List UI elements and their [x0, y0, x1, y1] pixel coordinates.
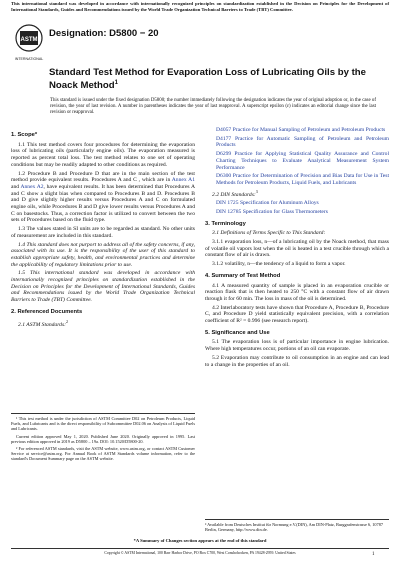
astm-logo: [13, 23, 45, 63]
paragraph-3-1: 3.1 Definitions of Terms Specific to This Standard:: [212, 230, 326, 237]
svg-text:INTERNATIONAL: INTERNATIONAL: [14, 57, 44, 61]
designation: Designation: D5800 − 20: [49, 28, 159, 39]
paragraph-1-1: 1.1 This test method covers four procedures for determining the evaporation loss of lubricating oils (particularly engine oils). The evaporation measured is reported as percent total loss. The test method relates to one set of operating conditions but may be readily adapted to other conditions as required.: [11, 141, 195, 168]
reference-code-link[interactable]: DIN 12785: [216, 208, 242, 215]
paragraph-1-3: 1.3 The values stated in SI units are to be regarded as standard. No other units of measurement are included in this standard.: [11, 226, 195, 239]
header-notice: This international standard was developed in accordance with internationally recognized principles on standardization established in the Decision on Principles for the Development of International Standards, Guides and Recommendations issued by the World Trade Organization Technical Barriers to Trade (TBT) Committee.: [11, 1, 389, 12]
reference-code-link[interactable]: D4057: [216, 127, 232, 133]
paragraph-4-1: 4.1 A measured quantity of sample is placed in an evaporation crucible or reaction flask that is then heated to 250 °C with a constant flow of air drawn through it for 60 min. The loss in mass of the oil is determined.: [205, 282, 389, 302]
reference-d4177: D4177 Practice for Automatic Sampling of Petroleum and Petroleum Products: [216, 135, 389, 149]
left-footnotes: [11, 413, 195, 464]
title-text: Standard Test Method for Evaporation Loss of Lubricating Oils by the Noack Method: [49, 67, 366, 92]
left-column: [11, 127, 195, 330]
document-title: [49, 67, 379, 91]
annex-a1-link[interactable]: Annex A1: [171, 177, 196, 184]
reference-d4057: D4057 Practice for Manual Sampling of Petroleum and Petroleum Products: [216, 127, 386, 133]
significance-heading: 5. Significance and Use: [205, 329, 270, 336]
reference-d6299: D6299 Practice for Applying Statistical Quality Assurance and Control Charting Techniques to Evaluate Analytical Measurement System Performance: [216, 151, 389, 171]
reference-d6300: D6300 Practice for Determination of Precision and Bias Data for Use in Test Methods for Petroleum Products, Liquid Fuels, and Lubricants: [216, 173, 389, 186]
reference-code-link[interactable]: DIN 1725: [216, 200, 239, 207]
paragraph-5-1: 5.1 The evaporation loss is of particular importance in engine lubrication. Where high temperatures occur, portions of an oil can evaporate.: [205, 339, 389, 353]
reference-din-12785: DIN 12785 Specification for Glass Thermometers: [216, 208, 328, 215]
scope-heading: 1. Scope*: [11, 132, 38, 138]
svg-text:ASTM: ASTM: [20, 37, 38, 43]
paragraph-3-1-2: 3.1.2 volatility, n—the tendency of a liquid to form a vapor.: [212, 261, 346, 268]
paragraph-2-1: 2.1 ASTM Standards:$^2$: [18, 318, 69, 328]
referenced-documents-heading: 2. Referenced Documents: [11, 308, 83, 315]
reference-code-link[interactable]: D6300: [216, 173, 232, 180]
reference-code-link[interactable]: D4177: [216, 135, 232, 142]
page-number: 1: [372, 552, 375, 557]
paragraph-3-1-1: 3.1.1 evaporation loss, n—of a lubricating oil by the Noack method, that mass of volatile oil vapors lost when the oil is heated in a test crucible through which a constant flow of air is drawn.: [205, 239, 389, 259]
summary-of-changes-notice: *A Summary of Changes section appears at the end of this standard: [133, 538, 267, 543]
paragraph-4-2: 4.2 Interlaboratory tests have shown that Procedure A, Procedure B, Procedure C, and Procedure D yield statistically equivalent precision, with a correlation coefficient of R² = 0.996 (see research report).: [205, 304, 389, 325]
paragraph-5-2: 5.2 Evaporation may contribute to oil consumption in an engine and can lead to a change in the properties of an oil.: [205, 354, 389, 368]
terminology-heading: 3. Terminology: [205, 220, 246, 227]
paragraph-1-2: 1.2 Procedure B and Procedure D that are in the main section of the test method provide equivalent results. Procedures A and C , which are in Annex A1 and Annex A2, have equivalent results. It has been determined that Procedures A and C show a slight bias when compared to Procedures B and D. Procedures B and D give slightly higher results versus Procedures A and C on formulated engine oils, while Procedures B and D give lower results versus Procedures A and C on basestocks. Thus, a correction factor is utilized to convert between the two sets of Procedures based on the fluid type.: [11, 170, 196, 224]
footnote-2: ² For referenced ASTM standards, visit the ASTM website, www.astm.org, or contact ASTM Customer Service at service@astm.org. For Annual Book of ASTM Standards volume information, refer to the standard's Document Summary page on the ASTM website.: [11, 446, 195, 462]
annex-a2-link[interactable]: Annex A2: [20, 183, 44, 190]
summary-heading: 4. Summary of Test Method: [205, 272, 281, 279]
right-column: [205, 127, 389, 370]
issued-note: This standard is issued under the fixed designation D5800; the number immediately following the designation indicates the year of original adoption or, in the case of revision, the year of last revision. A number in parentheses indicates the year of last reapproval. A superscript epsilon (ε) indicates an editorial change since the last revision or reapproval.: [50, 98, 376, 115]
paragraph-1-4: 1.4 This standard does not purport to address all of the safety concerns, if any, associated with its use. It is the responsibility of the user of this standard to establish appropriate safety, health, and environmental practices and determine the applicability of regulatory limitations prior to use.: [11, 241, 195, 268]
footnote-1-edition: Current edition approved May 1, 2020. Published June 2020. Originally approved in 1995. Last previous edition approved in 2019 as D5800 – 19a. DOI: 10.1520/D5800-20.: [11, 433, 195, 444]
title-footnote-marker: 1: [114, 80, 118, 86]
footnote-1: ¹ This test method is under the jurisdiction of ASTM Committee D02 on Petroleum Products, Liquid Fuels, and Lubricants and is the direct responsibility of Subcommittee D02.06 on Analysis of Liquid Fuels and Lubricants.: [11, 416, 195, 432]
reference-din-1725: DIN 1725 Specification for Aluminum Alloys: [216, 200, 319, 207]
paragraph-2-2: 2.2 DIN Standards:$^3$: [212, 188, 258, 198]
footnote-3: ³ Available from Deutsches Institut für Normung e.V.(DIN), Am DIN-Platz, Burggrafenstrasse 6, 10787 Berlin, Germany, http://www.din.de.: [205, 519, 389, 532]
paragraph-1-5: 1.5 This international standard was developed in accordance with internationally recognized principles on standardization established in the Decision on Principles for the Development of International Standards, Guides and Recommendations issued by the World Trade Organization Technical Barriers to Trade (TBT) Committee.: [11, 270, 195, 304]
copyright-line: Copyright © ASTM International, 100 Barr Harbor Drive, PO Box C700, West Conshohocken, PA 19428-2959. United States: [11, 548, 389, 555]
reference-code-link[interactable]: D6299: [216, 151, 232, 158]
